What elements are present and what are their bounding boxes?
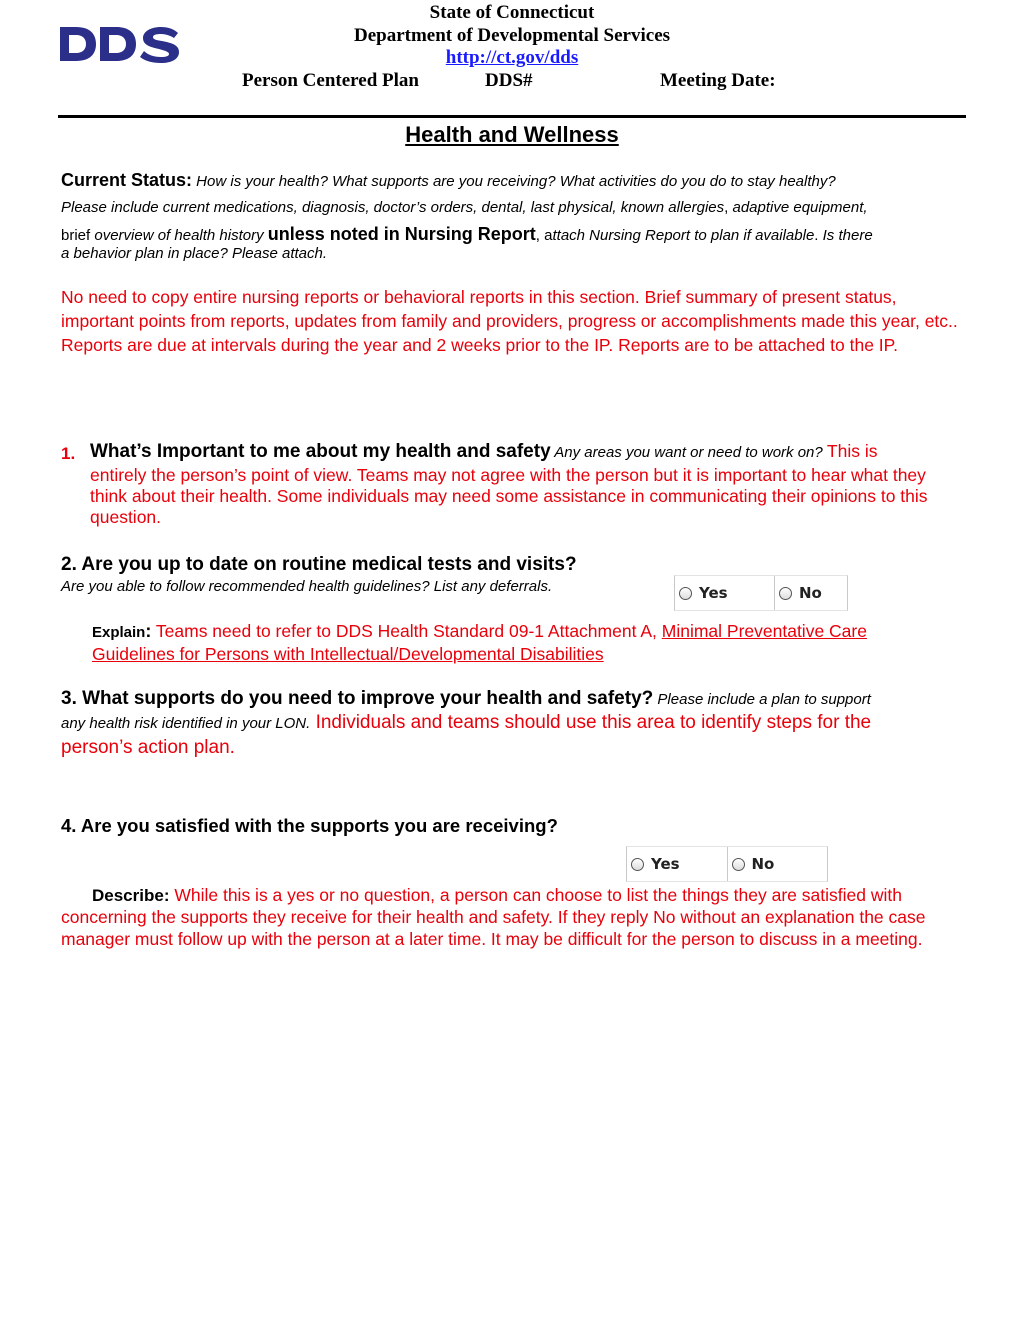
- q4-yes-option[interactable]: Yes: [627, 847, 727, 881]
- q1-number: 1.: [61, 444, 76, 463]
- q4-describe-label: Describe:: [92, 886, 170, 905]
- dds-number-label: DDS#: [485, 70, 533, 91]
- radio-icon[interactable]: [779, 587, 792, 600]
- current-status-prompt: Current Status: How is your health? What supports are you receiving? What activities do you do to stay healthy? Please include current medications, diagnosis, doctor’s orders, dental, last physical, known allergies, adaptive equipment, brief overview of health history unless noted in Nursing Report, attach Nursing Report to plan if available. Is there: [61, 170, 873, 244]
- department-name: Department of Developmental Services: [353, 25, 671, 46]
- plan-label: Person Centered Plan: [242, 70, 419, 91]
- q2-no-option[interactable]: No: [775, 576, 847, 610]
- q3-title: 3. What supports do you need to improve your health and safety?: [61, 688, 654, 709]
- q2-prompt: Are you able to follow recommended health guidelines? List any deferrals.: [61, 578, 553, 595]
- behavior-plan-prompt: a behavior plan in place? Please attach.: [61, 245, 328, 262]
- current-status-guidance: No need to copy entire nursing reports or behavioral reports in this section. Brief summary of present status, important points from reports, updates from family and providers, progress or accomplishments made this year, etc.. Reports are due at intervals during the year and 2 weeks prior to the IP. Reports are to be attached to the IP.: [61, 287, 958, 355]
- radio-icon[interactable]: [631, 858, 644, 871]
- dds-website-link[interactable]: http://ct.gov/dds: [445, 47, 579, 68]
- q4-no-option[interactable]: No: [728, 847, 828, 881]
- q4-radio-group: [626, 846, 828, 882]
- q1-title: What’s Important to me about my health and safety: [90, 441, 551, 462]
- q2-explain: Explain: Teams need to refer to DDS Health Standard 09-1 Attachment A, Minimal Preventative Care Guidelines for Persons with Intellectual/Developmental Disabilities: [92, 621, 867, 664]
- radio-icon[interactable]: [679, 587, 692, 600]
- state-name: State of Connecticut: [429, 2, 595, 23]
- header-divider: [58, 115, 966, 118]
- q2-title: 2. Are you up to date on routine medical tests and visits?: [61, 554, 577, 575]
- radio-icon[interactable]: [732, 858, 745, 871]
- q4-title: 4. Are you satisfied with the supports you are receiving?: [61, 815, 558, 836]
- section-title: Health and Wellness: [405, 122, 619, 147]
- q4-describe-guidance: concerning the supports they receive for their health and safety. If they reply No without an explanation the case manager must follow up with the person at a later time. It may be difficult for the person to discuss in a meeting.: [61, 907, 926, 949]
- q3-heading: 3. What supports do you need to improve your health and safety? Please include a plan to support: [61, 688, 871, 709]
- q1-guidance: entirely the person’s point of view. Teams may not agree with the person but it is important to hear what they think about their health. Some individuals may need some assistance in communicating their opinions to this question.: [90, 465, 928, 527]
- q2-radio-group: [674, 575, 848, 611]
- current-status-label: Current Status:: [61, 170, 193, 190]
- q1-heading: What’s Important to me about my health and safety Any areas you want or need to work on? This is: [90, 441, 878, 462]
- q2-explain-label: Explain: [92, 624, 146, 641]
- q2-yes-option[interactable]: Yes: [675, 576, 774, 610]
- q3-guidance: any health risk identified in your LON. Individuals and teams should use this area to identify steps for the person’s action plan.: [61, 712, 872, 758]
- preventative-care-link[interactable]: Minimal Preventative Care: [661, 621, 867, 641]
- meeting-date-label: Meeting Date:: [660, 70, 776, 91]
- q4-describe: Describe: While this is a yes or no question, a person can choose to list the things they are satisfied with concerning the supports they receive for their health and safety. If they reply No without an explanation the case manager must follow up with the person at a later time. It may be difficult for the person to discuss in a meeting.: [61, 885, 926, 949]
- preventative-care-link-cont[interactable]: Guidelines for Persons with Intellectual/Developmental Disabilities: [92, 644, 604, 664]
